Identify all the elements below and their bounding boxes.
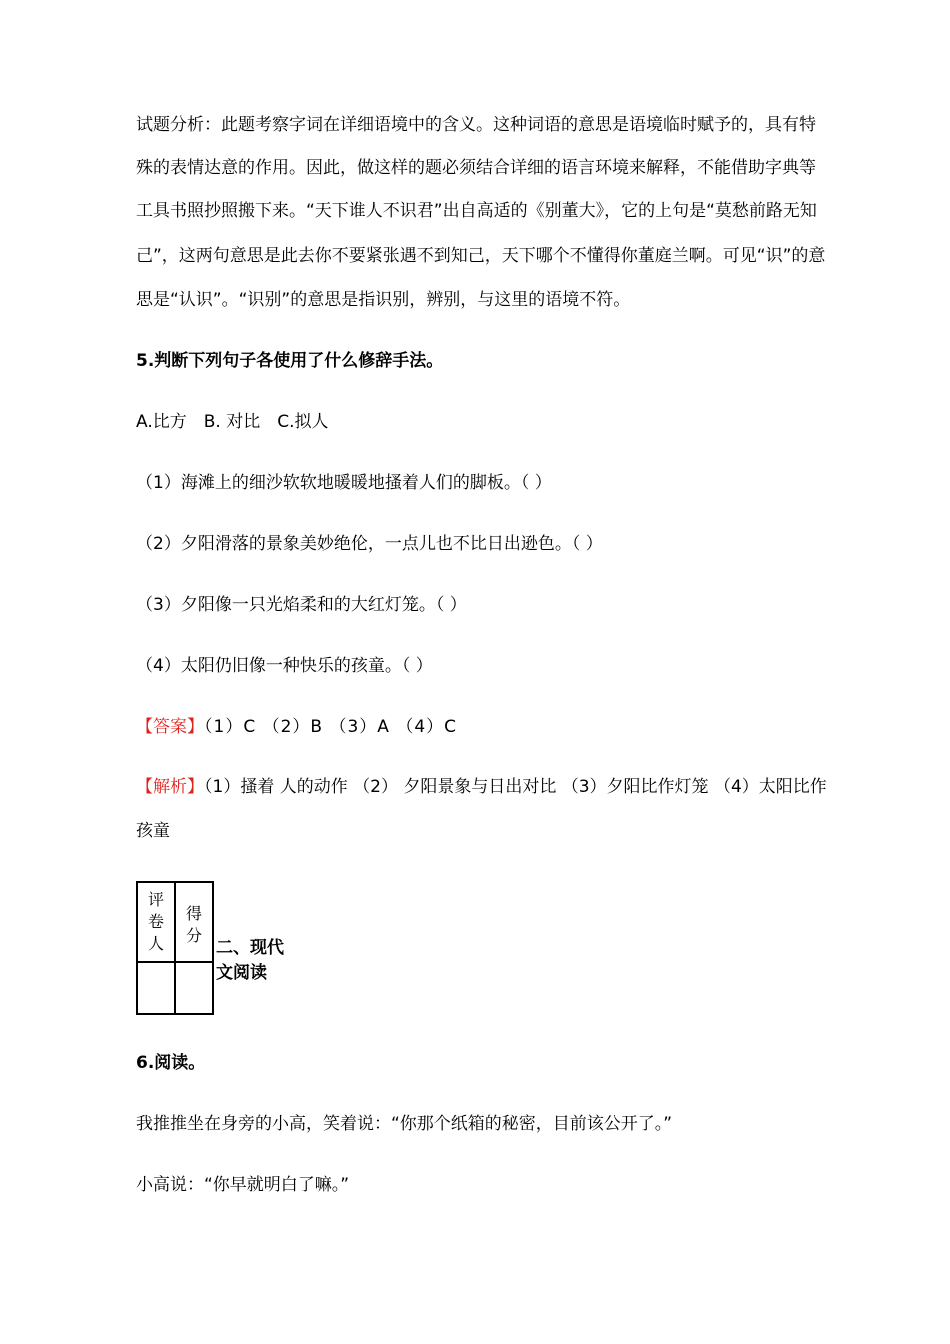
analysis-line: 试题分析：此题考察字词在详细语境中的含义。这种词语的意思是语境临时赋予的，具有特 <box>136 115 816 135</box>
question-5-options: A.比方 B. 对比 C.拟人 <box>136 412 329 432</box>
question-5-item: （4）太阳仍旧像一种快乐的孩童。（ ） <box>136 656 433 676</box>
explain-line <box>136 776 827 798</box>
reading-line: 我推推坐在身旁的小高，笑着说：“你那个纸箱的秘密，目前该公开了。” <box>136 1114 673 1134</box>
score-table <box>136 881 214 1015</box>
question-5-title <box>136 350 443 372</box>
explain-text: （1）搔着 人的动作 （2） 夕阳景象与日出对比 （3）夕阳比作灯笼 （4）太阳比作 <box>204 777 827 797</box>
answer-line <box>136 716 457 738</box>
grader-label: 评卷人 <box>147 890 164 953</box>
question-5-item: （3）夕阳像一只光焰柔和的大红灯笼。（ ） <box>136 595 467 615</box>
question-5-item: （2）夕阳滑落的景象美妙绝伦，一点儿也不比日出逊色。（ ） <box>136 534 603 554</box>
answer-text: （1）C （2）B （3）A （4）C <box>204 717 458 737</box>
answer-tag: 【答案】 <box>136 717 204 737</box>
question-6-title <box>136 1052 205 1074</box>
score-header-cell <box>175 882 213 962</box>
explain-tag: 【解析】 <box>136 777 204 797</box>
question-6-title-text: 6.阅读。 <box>136 1053 206 1073</box>
analysis-line: 殊的表情达意的作用。因此，做这样的题必须结合详细的语言环境来解释，不能借助字典等 <box>136 158 816 178</box>
analysis-line: 工具书照抄照搬下来。“天下谁人不识君”出自高适的《别董大》，它的上句是“莫愁前路无知 <box>136 201 817 221</box>
analysis-line: 己”，这两句意思是此去你不要紧张遇不到知己，天下哪个不懂得你董庭兰啊。可见“识”的意 <box>136 246 826 266</box>
question-5-title-text: 5.判断下列句子各使用了什么修辞手法。 <box>136 351 444 371</box>
grader-header-cell <box>137 882 175 962</box>
section-title: 二、现代文阅读 <box>216 938 284 983</box>
score-label: 得分 <box>185 904 202 945</box>
explain-line-continued: 孩童 <box>136 821 170 841</box>
analysis-line: 思是“认识”。“识别”的意思是指识别，辨别，与这里的语境不符。 <box>136 290 631 310</box>
grader-blank-cell <box>137 962 175 1014</box>
question-5-item: （1）海滩上的细沙软软地暖暖地搔着人们的脚板。（ ） <box>136 473 552 493</box>
score-blank-cell <box>175 962 213 1014</box>
reading-line: 小高说：“你早就明白了嘛。” <box>136 1175 350 1195</box>
